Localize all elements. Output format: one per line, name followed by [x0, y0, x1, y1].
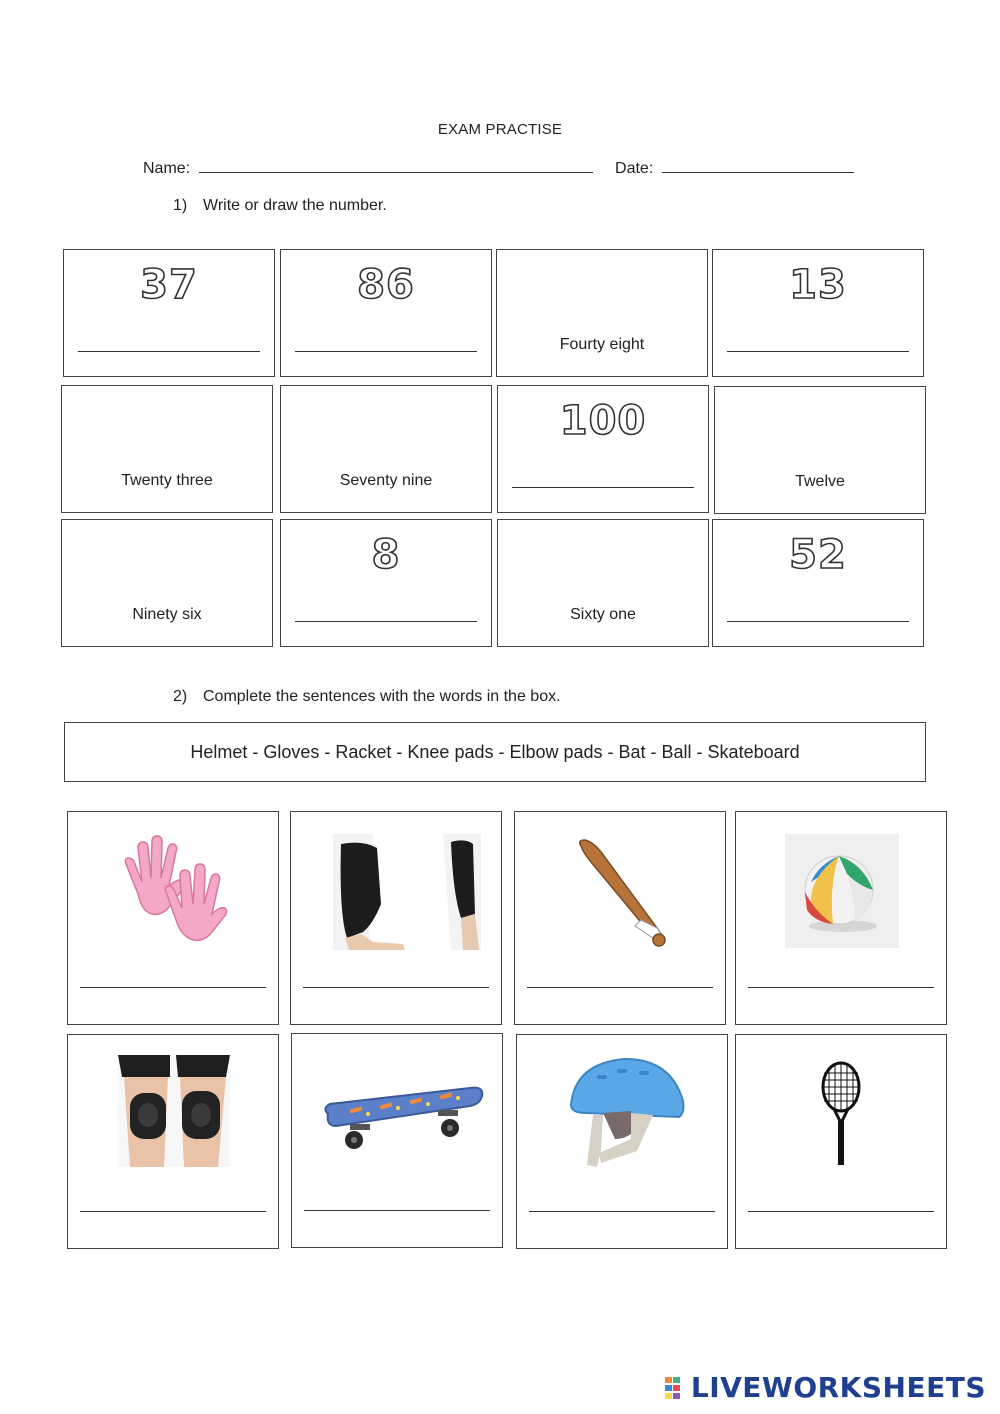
- date-label: Date:: [615, 160, 654, 177]
- answer-line[interactable]: [527, 987, 713, 988]
- answer-line[interactable]: [80, 987, 266, 988]
- number-word: Twenty three: [121, 472, 213, 489]
- number-cell[interactable]: [497, 519, 709, 647]
- brand-logo: [665, 1371, 986, 1404]
- question-number: 1): [173, 197, 188, 214]
- word-bank: Helmet - Gloves - Racket - Knee pads - Elbow pads - Bat - Ball - Skateboard: [64, 722, 926, 782]
- number-numeral: 52: [789, 532, 847, 578]
- picture-cell: [67, 1034, 279, 1249]
- picture-cell: [516, 1034, 728, 1249]
- elbow-pads-icon: [333, 834, 481, 950]
- picture-cell: [514, 811, 726, 1025]
- instruction-1: [173, 197, 387, 215]
- number-word: Sixty one: [570, 606, 636, 623]
- answer-line[interactable]: [80, 1211, 266, 1212]
- number-cell: [712, 249, 924, 377]
- instruction-text: Complete the sentences with the words in the box.: [203, 688, 561, 705]
- name-label: Name:: [143, 160, 191, 177]
- number-cell[interactable]: [714, 386, 926, 514]
- number-cell[interactable]: [496, 249, 708, 377]
- number-numeral: 37: [140, 262, 198, 308]
- answer-line[interactable]: [304, 1210, 490, 1211]
- number-numeral: 100: [559, 398, 647, 444]
- number-cell: [280, 519, 492, 647]
- answer-line[interactable]: [512, 487, 694, 488]
- knee-pads-icon: [118, 1055, 230, 1167]
- instruction-2: [173, 688, 561, 706]
- answer-line[interactable]: [295, 621, 477, 622]
- beach-ball-icon: [785, 834, 899, 948]
- answer-line[interactable]: [78, 351, 260, 352]
- name-field[interactable]: [199, 158, 593, 173]
- name-date-line: [143, 158, 854, 178]
- number-word: Fourty eight: [559, 336, 645, 353]
- date-field[interactable]: [662, 158, 854, 173]
- brand-mark-icon: [665, 1377, 689, 1399]
- picture-cell: [735, 1034, 947, 1249]
- number-numeral: 8: [371, 532, 401, 578]
- number-numeral: 86: [357, 262, 415, 308]
- picture-cell: [290, 811, 502, 1025]
- number-word: Seventy nine: [339, 472, 433, 489]
- page-title: EXAM PRACTISE: [437, 121, 563, 138]
- number-cell: [497, 385, 709, 513]
- answer-line[interactable]: [748, 1211, 934, 1212]
- instruction-text: Write or draw the number.: [203, 197, 387, 214]
- number-word: Twelve: [795, 473, 845, 490]
- answer-line[interactable]: [727, 621, 909, 622]
- tennis-racket-icon: [816, 1059, 866, 1169]
- picture-cell: [735, 811, 947, 1025]
- skateboard-icon: [320, 1084, 486, 1158]
- answer-line[interactable]: [303, 987, 489, 988]
- number-cell[interactable]: [280, 385, 492, 513]
- number-cell[interactable]: [61, 519, 273, 647]
- picture-cell: [291, 1033, 503, 1248]
- answer-line[interactable]: [727, 351, 909, 352]
- baseball-bat-icon: [575, 838, 675, 952]
- question-number: 2): [173, 688, 188, 705]
- brand-name: LIVEWORKSHEETS: [690, 1371, 986, 1404]
- number-cell: [712, 519, 924, 647]
- number-cell[interactable]: [61, 385, 273, 513]
- number-cell: [63, 249, 275, 377]
- helmet-icon: [567, 1053, 687, 1173]
- gloves-icon: [118, 834, 230, 944]
- answer-line[interactable]: [295, 351, 477, 352]
- number-cell: [280, 249, 492, 377]
- answer-line[interactable]: [529, 1211, 715, 1212]
- answer-line[interactable]: [748, 987, 934, 988]
- number-numeral: 13: [789, 262, 847, 308]
- picture-cell: [67, 811, 279, 1025]
- number-word: Ninety six: [132, 606, 202, 623]
